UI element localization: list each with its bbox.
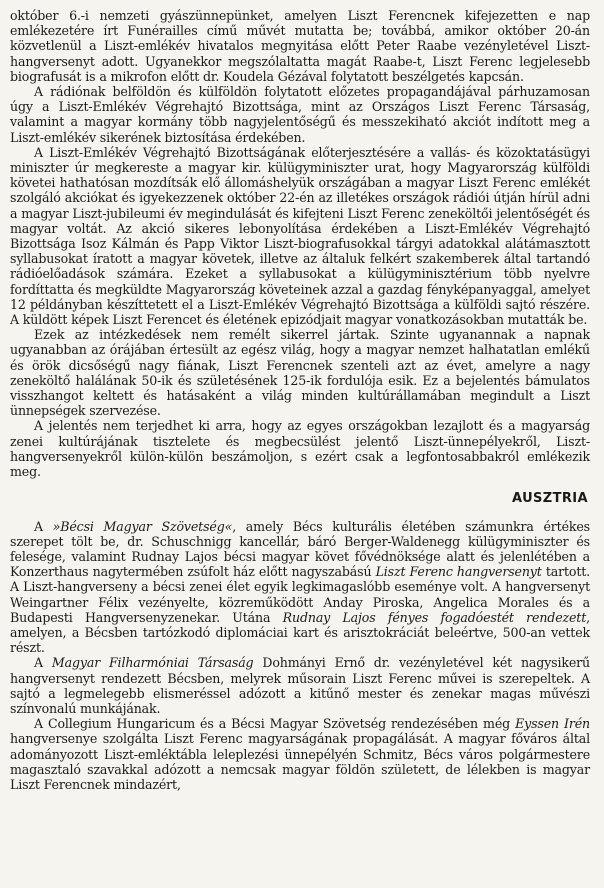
paragraph: [10, 716, 590, 792]
italic-text: Liszt Ferenc hangversenyt: [375, 564, 542, 580]
text-run: A Collegium Hungaricum és a Bécsi Magyar Szövetség rendezésében még: [34, 716, 516, 732]
italic-text: Eyssen Irén: [515, 716, 590, 732]
italic-text: Rudnay Lajos fényes fogadóestét rendezett: [282, 609, 587, 625]
text-run: A: [34, 518, 53, 534]
text-run: , amely Bécs kulturális életében számunkra értékes szerepet tölt be, dr. Schuschnigg kancellár, báró Berger-Waldenegg külügyminiszter és felesége, valamint Rudnay Lajos bécsi magyar követ fővédnöksége alatt és jelenlétében a Konzerthaus nagytermében zsúfolt ház előtt nagyszabású: [10, 518, 590, 580]
text-run: hangversenye szolgálta Liszt Ferenc magyarságának propagálását. A magyar főváros által adományozott Liszt-emléktábla leleplezési ünnepélyén Schmitz, Bécs város polgármestere magasztaló szavakkal adózott a nemcsak magyar földön született, de lélekben is magyar Liszt Ferencnek mindazért,: [10, 731, 590, 792]
text-run: A rádiónak belföldön és külföldön folytatott előzetes propagandájával párhuzamosan úgy a Liszt-Emlékév Végrehajtó Bizottsága, mint az Országos Liszt Ferenc Társaság, valamint a magyar kormány több nagyjelentőségű és messzekiható akciót indított meg a Liszt-emlékév sikerének biztosítása érdekében.: [10, 84, 590, 145]
section-austria-text: [10, 519, 590, 793]
text-run: A Liszt-Emlékév Végrehajtó Bizottságának előterjesztésére a vallás- és közoktatásügyi miniszter úr megkereste a magyar kir. külügyminiszter urat, hogy Magyarország külföldi követei hathatósan mozdítsák elő állomáshelyük országában a magyar Liszt Ferenc emlékét szolgáló akciókat és igyekezzenek október 22-én az illetékes országok rádiói útján hírül adni a magyar Liszt-jubileumi év megindulását és kifejteni Liszt Ferenc zeneköltői jelentőségét és magyar voltát. Az akció sikeres lebonyolítása érdekében a Liszt-Emlékév Végrehajtó Bizottsága Isoz Kálmán és Papp Viktor Liszt-biografusokkal tárgyi adatokkal alátámasztott syllabusokat íratott a magyar követek, illetve az általuk felkért szakemberek által tartandó rádióelőadások számára. Ezeket a syllabusokat a külügyminisztérium több nyelvre fordíttatta és megküldte Magyarország követeinek azzal a gazdag fényképanyaggal, amelyet 12 példányban készíttetett el a Liszt-Emlékév Végrehajtó Bizottsága a külföldi sajtó részére. A küldött képek Liszt Ferencet és életének epizódjait magyar vonatkozásokban mutatták be.: [10, 144, 590, 328]
paragraph: [10, 519, 590, 656]
text-run: , amelyen, a Bécsben tartózkodó diplomáciai kart és arisztokráciát beleértve, 500-an vettek részt.: [10, 609, 590, 656]
text-run: október 6.-i nemzeti gyászünnepünket, amelyen Liszt Ferencnek kifejezetten e nap emlékezetére írt Funérailles című művét mutatta be; továbbá, amikor október 20-án közvetlenül a Liszt-emlékév hivatalos megnyitása előtt Peter Raabe vezényletével Liszt-hangversenyt adott. Ugyanekkor megszólaltatta magát Raabe-t, Liszt Ferenc legjelesebb biografusát is a mikrofon előtt dr. Koudela Gézával folytatott beszélgetés kapcsán.: [10, 8, 590, 84]
paragraph: [10, 145, 590, 327]
italic-text: Magyar Filharmóniai Társaság: [51, 655, 254, 671]
text-run: tartott. A Liszt-hangverseny a bécsi zenei élet egyik legkimagaslóbb eseménye volt. A hangversenyt Weingartner Félix vezényelte, közreműködött Anday Piroska, Angelica Morales és a Budapesti Hangversenyzenekar. Utána: [10, 564, 590, 625]
paragraph: [10, 8, 590, 84]
text-run: A: [34, 655, 52, 671]
text-run: A jelentés nem terjedhet ki arra, hogy az egyes országokban lezajlott és a magyarság zenei kultúrájának tisztelete és megbecsülést jelentő Liszt-ünnepélyekről, Liszt-hangversenyekről külön-külön beszámoljon, s ezért csak a legfontosabbakról emlékezik meg.: [10, 418, 590, 480]
text-run: Dohmányi Ernő dr. vezényletével két nagysikerű hangversenyt rendezett Bécsben, melyrek műsorain Liszt Ferenc művei is szerepeltek. A sajtó a legmelegebb elismeréssel adózott a kitűnő mester és zenekar magas művészi színvonalú munkájának.: [10, 655, 590, 716]
italic-text: »Bécsi Magyar Szövetség«: [52, 518, 233, 534]
section-hungary-text: [10, 8, 590, 479]
paragraph: [10, 327, 590, 418]
text-run: Ezek az intézkedések nem remélt sikerrel jártak. Szinte ugyanannak a napnak ugyanabban az órájában értesült az egész világ, hogy a magyar nemzet halhatatlan emlékű és örök dicsőségű nagy fiának, Liszt Ferencnek szenteli azt az évet, amelyre a nagy zeneköltő halálának 50-ik és születésének 125-ik fordulója esik. Ez a bejelentés bámulatos visszhangot keltett és hatásaként a világ minden kultúrállamában megindult a Liszt ünnepségek szervezése.: [10, 327, 590, 419]
paragraph: [10, 418, 590, 479]
section-heading-ausztria: AUSZTRIA: [512, 491, 588, 507]
paragraph: [10, 655, 590, 716]
paragraph: [10, 84, 590, 145]
